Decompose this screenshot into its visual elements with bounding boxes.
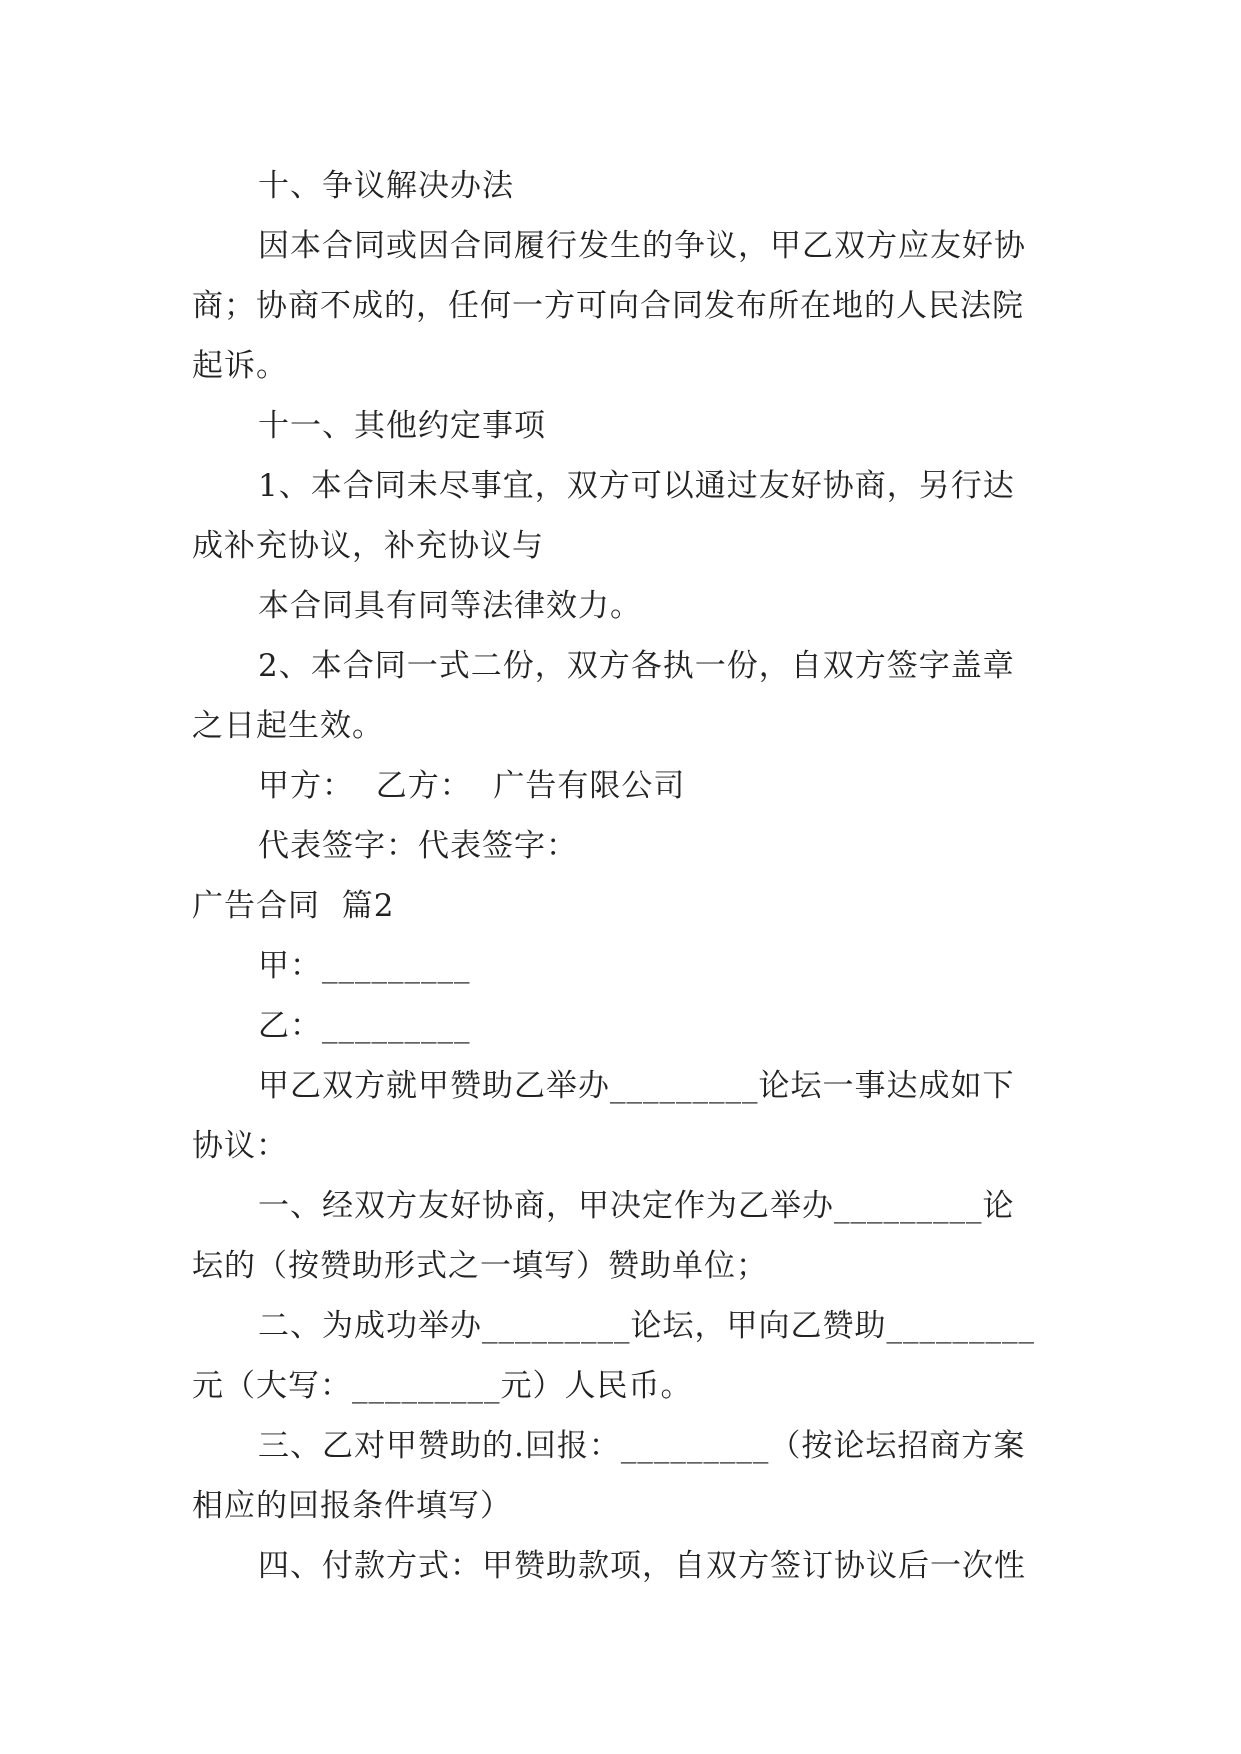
paragraph-line: 坛的（按赞助形式之一填写）赞助单位； xyxy=(192,1248,768,1284)
paragraph-line: 三、乙对甲赞助的.回报：_________（按论坛招商方案 xyxy=(258,1428,1026,1464)
paragraph-line: 商；协商不成的，任何一方可向合同发布所在地的人民法院 xyxy=(192,288,1024,324)
paragraph-line: 因本合同或因合同履行发生的争议，甲乙双方应友好协 xyxy=(258,228,1026,264)
party-b-line: 乙：_________ xyxy=(258,1008,471,1044)
section-heading: 十一、其他约定事项 xyxy=(258,408,546,444)
paragraph-line: 起诉。 xyxy=(192,348,288,384)
paragraph-line: 四、付款方式：甲赞助款项，自双方签订协议后一次性 xyxy=(258,1548,1026,1584)
paragraph-line: 协议： xyxy=(192,1128,288,1164)
section-heading: 十、争议解决办法 xyxy=(258,168,514,204)
paragraph-line: 一、经双方友好协商，甲决定作为乙举办_________论 xyxy=(258,1188,1015,1224)
paragraph-line: 甲乙双方就甲赞助乙举办_________论坛一事达成如下 xyxy=(258,1068,1015,1104)
paragraph-line: 本合同具有同等法律效力。 xyxy=(258,588,642,624)
paragraph-line: 相应的回报条件填写） xyxy=(192,1488,512,1524)
paragraph-line: 2、本合同一式二份，双方各执一份，自双方签字盖章 xyxy=(258,648,1015,684)
signature-parties: 甲方： 乙方： 广告有限公司 xyxy=(258,768,686,804)
paragraph-line: 二、为成功举办_________论坛，甲向乙赞助_________ xyxy=(258,1308,1035,1344)
signature-representatives: 代表签字：代表签字： xyxy=(258,828,578,864)
paragraph-line: 之日起生效。 xyxy=(192,708,384,744)
paragraph-line: 1、本合同未尽事宜，双方可以通过友好协商，另行达 xyxy=(258,468,1015,504)
document-title: 广告合同 篇2 xyxy=(192,888,395,924)
paragraph-line: 元（大写：_________元）人民币。 xyxy=(192,1368,693,1404)
party-a-line: 甲：_________ xyxy=(258,948,471,984)
paragraph-line: 成补充协议，补充协议与 xyxy=(192,528,544,564)
